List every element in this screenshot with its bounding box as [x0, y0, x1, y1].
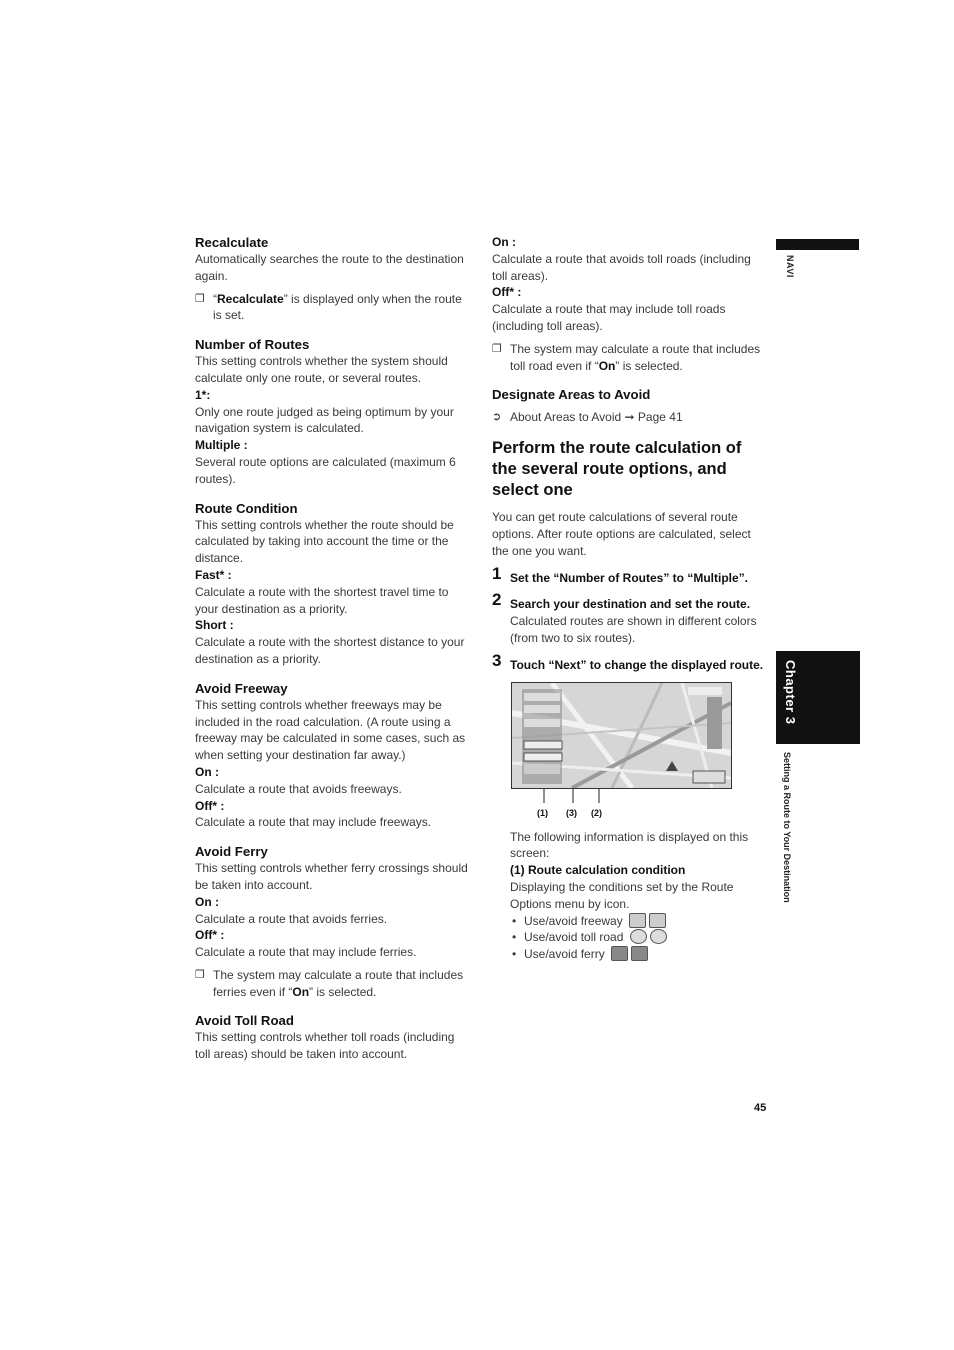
- section-perform-route: [492, 438, 767, 963]
- section-desc: Automatically searches the route to the destination again.: [195, 252, 464, 283]
- use-toll-road-icon: [630, 929, 647, 944]
- step-number: 3: [492, 650, 502, 670]
- section-title: Route Condition: [195, 500, 298, 516]
- navi-tab-bar: [776, 239, 859, 250]
- section-recalculate: [195, 234, 471, 324]
- screen-info: [492, 829, 767, 913]
- step-2: [492, 590, 767, 646]
- chapter-label: Chapter 3: [783, 660, 798, 725]
- section-title: Recalculate: [195, 235, 269, 250]
- option-label: On :: [195, 764, 219, 779]
- section-toll-options: [492, 234, 767, 374]
- step-number: 2: [492, 590, 502, 610]
- step-1: [492, 563, 767, 587]
- chapter-title: Setting a Route to Your Destination: [782, 752, 792, 903]
- callout-2: (2): [591, 807, 602, 818]
- option-label: Off* :: [195, 928, 225, 943]
- avoid-ferry-icon: [631, 946, 648, 961]
- section-desc: This setting controls whether the system should calculate only one route, or several routes.: [195, 354, 448, 385]
- option-desc: Several route options are calculated (maximum 6 routes).: [195, 454, 456, 486]
- section-desc: This setting controls whether the route should be calculated by taking into account the time or the distance.: [195, 517, 454, 566]
- step-text: Touch “Next” to change the displayed route.: [510, 657, 764, 672]
- use-freeway-icon: [629, 913, 646, 928]
- section-title: Avoid Freeway: [195, 680, 288, 696]
- note-checkbox-icon: ❐: [195, 292, 205, 305]
- step-desc: Calculated routes are shown in different colors (from two to six routes).: [510, 614, 757, 645]
- avoid-freeway-icon: [649, 913, 666, 928]
- callout-lines: [511, 789, 730, 805]
- note: ❐ The system may calculate a route that includes toll road even if “On” is selected.: [492, 341, 761, 373]
- section-title: Avoid Toll Road: [195, 1013, 294, 1029]
- section-route-condition: [195, 500, 471, 668]
- navi-label: NAVI: [785, 255, 795, 278]
- section-title: Avoid Ferry: [195, 844, 268, 860]
- option-label: Short :: [195, 618, 234, 633]
- section-title: Designate Areas to Avoid: [492, 387, 651, 403]
- map-illustration: [512, 683, 731, 788]
- option-desc: Calculate a route that avoids freeways.: [195, 781, 402, 796]
- navigation-screen-image: [511, 682, 732, 789]
- option-desc: Only one route judged as being optimum by your navigation system is calculated.: [195, 404, 454, 436]
- use-ferry-icon: [611, 946, 628, 961]
- option-desc: Calculate a route that may include freeways.: [195, 815, 432, 830]
- cross-reference: ➲ About Areas to Avoid ➞ Page 41: [492, 410, 683, 425]
- step-3: [492, 650, 767, 674]
- option-desc: Calculate a route that avoids toll roads (including toll areas).: [492, 251, 751, 283]
- option-label: 1*:: [195, 387, 211, 402]
- option-desc: Calculate a route with the shortest distance to your destination as a priority.: [195, 635, 465, 666]
- section-title: Number of Routes: [195, 337, 310, 353]
- option-label: On :: [492, 235, 516, 249]
- callout-3: (3): [566, 807, 577, 818]
- section-avoid-freeway: [195, 680, 471, 831]
- option-label: Off* :: [195, 798, 225, 813]
- option-label: Off* :: [492, 285, 522, 300]
- option-desc: Calculate a route that may include toll roads (including toll areas).: [492, 302, 726, 333]
- intro-text: You can get route calculations of several route options. After route options are calculated, select the one you want.: [492, 510, 751, 558]
- info-text: The following information is displayed on this screen:: [510, 829, 749, 861]
- step-number: 1: [492, 563, 502, 583]
- option-label: On :: [195, 894, 219, 909]
- bullet-ferry: • Use/avoid ferry: [492, 946, 767, 963]
- option-desc: Calculate a route with the shortest travel time to your destination as a priority.: [195, 584, 449, 616]
- section-desc: This setting controls whether toll roads (including toll areas) should be taken into account.: [195, 1030, 455, 1062]
- main-heading: Perform the route calculation of the several route options, and select one: [492, 439, 742, 500]
- condition-title: (1) Route calculation condition: [510, 863, 686, 878]
- section-desc: This setting controls whether freeways may be included in the road calculation. (A route using a freeway may be calculated in some cases, such as when setting your destination far away.): [195, 697, 466, 763]
- step-text: Set the “Number of Routes” to “Multiple”.: [510, 570, 749, 585]
- section-avoid-ferry: [195, 843, 471, 1000]
- option-desc: Calculate a route that avoids ferries.: [195, 911, 388, 926]
- section-avoid-toll-road: [195, 1012, 471, 1063]
- step-text: Search your destination and set the route.: [510, 597, 751, 612]
- note-checkbox-icon: ❐: [492, 342, 502, 355]
- section-number-of-routes: [195, 336, 471, 487]
- note: ❐ “Recalculate” is displayed only when the route is set.: [195, 291, 462, 323]
- bullet-freeway: • Use/avoid freeway: [492, 913, 767, 930]
- section-designate-areas: [492, 386, 767, 426]
- callout-1: (1): [537, 807, 548, 818]
- bullet-toll-road: • Use/avoid toll road: [492, 929, 767, 946]
- option-label: Fast* :: [195, 567, 232, 582]
- section-desc: This setting controls whether ferry crossings should be taken into account.: [195, 861, 468, 892]
- note-checkbox-icon: ❐: [195, 968, 205, 981]
- condition-desc: Displaying the conditions set by the Route Options menu by icon.: [510, 879, 734, 911]
- option-label: Multiple :: [195, 438, 248, 453]
- callout-labels: [511, 789, 767, 823]
- reference-arrow-icon: ➲: [492, 411, 502, 424]
- note: ❐ The system may calculate a route that includes ferries even if “On” is selected.: [195, 967, 464, 999]
- avoid-toll-road-icon: [650, 929, 667, 944]
- left-column: [195, 234, 471, 1075]
- page-number: 45: [754, 1102, 767, 1114]
- right-column: [492, 234, 767, 963]
- option-desc: Calculate a route that may include ferries.: [195, 945, 417, 960]
